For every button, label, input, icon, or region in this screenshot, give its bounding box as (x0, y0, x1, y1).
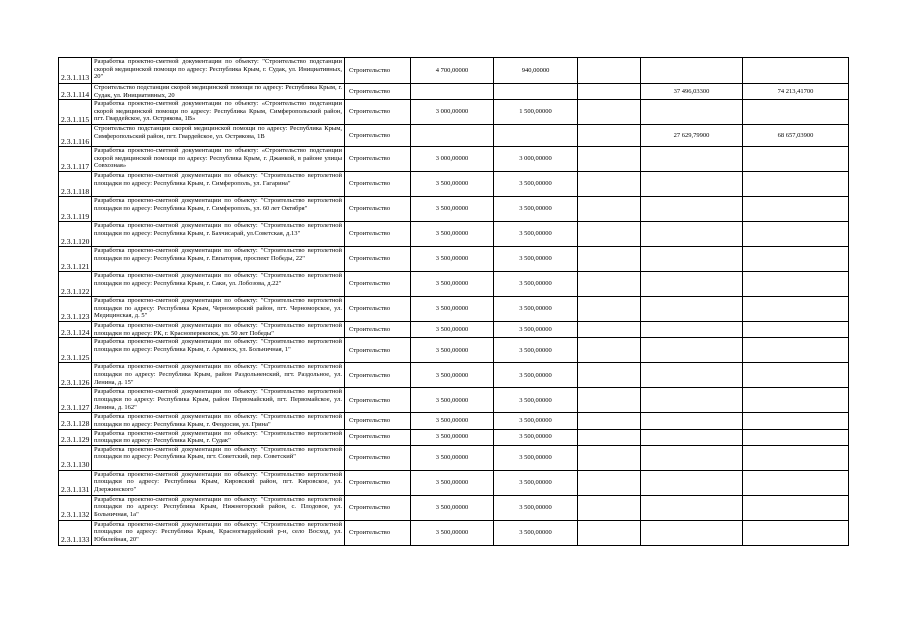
row-work-type: Строительство (345, 100, 411, 125)
row-value-2: 3 500,00000 (494, 388, 578, 413)
row-value-4 (641, 495, 743, 520)
row-value-3 (578, 445, 641, 470)
row-number: 2.3.1.124 (59, 322, 92, 338)
row-value-5 (743, 413, 849, 429)
row-value-4 (641, 247, 743, 272)
row-work-type: Строительство (345, 429, 411, 445)
table-row (59, 222, 849, 247)
row-number: 2.3.1.113 (59, 58, 92, 84)
row-value-4 (641, 363, 743, 388)
row-work-type: Строительство (345, 338, 411, 363)
row-description: Строительство подстанции скорой медицинской помощи по адресу: Республика Крым, г. Судак, ул. Инициативных, 20 (92, 84, 345, 100)
row-description: Разработка проектно-сметной документации по объекту: "Строительство вертолетной площадки по адресу: Республика Крым, Черноморский район, пгт. Черноморское, ул. Медицинская, д. 5" (92, 297, 345, 322)
table-row (59, 172, 849, 197)
row-description: Разработка проектно-сметной документации по объекту: "Строительство вертолетной площадки по адресу: Республика Крым, Красногвардейский р-н, село Восход, ул. Юбилейная, 20" (92, 520, 345, 545)
row-value-4 (641, 222, 743, 247)
row-number: 2.3.1.131 (59, 470, 92, 495)
row-number: 2.3.1.115 (59, 100, 92, 125)
row-value-4 (641, 520, 743, 545)
table-row (59, 495, 849, 520)
row-work-type: Строительство (345, 413, 411, 429)
row-number: 2.3.1.126 (59, 363, 92, 388)
row-description: Разработка проектно-сметной документации по объекту: "Строительство вертолетной площадки по адресу: Республика Крым, г. Армянск, ул. Больничная, 1" (92, 338, 345, 363)
row-work-type: Строительство (345, 297, 411, 322)
row-value-4 (641, 197, 743, 222)
row-value-5 (743, 100, 849, 125)
row-value-3 (578, 470, 641, 495)
table-row (59, 272, 849, 297)
table-row (59, 147, 849, 172)
row-value-2: 3 000,00000 (494, 147, 578, 172)
table-row (59, 470, 849, 495)
table-row (59, 322, 849, 338)
row-value-3 (578, 197, 641, 222)
row-value-4 (641, 58, 743, 84)
table-row (59, 297, 849, 322)
row-value-3 (578, 297, 641, 322)
row-value-2: 3 500,00000 (494, 247, 578, 272)
row-number: 2.3.1.117 (59, 147, 92, 172)
row-value-3 (578, 100, 641, 125)
row-value-4 (641, 470, 743, 495)
row-value-1: 3 500,00000 (411, 429, 494, 445)
row-work-type: Строительство (345, 363, 411, 388)
row-value-2 (494, 84, 578, 100)
row-value-2: 3 500,00000 (494, 495, 578, 520)
row-value-5 (743, 520, 849, 545)
row-value-4 (641, 429, 743, 445)
row-description: Разработка проектно-сметной документации по объекту: "Строительство вертолетной площадки по адресу: Республика Крым, г. Симферополь, ул. Гагарина" (92, 172, 345, 197)
row-value-1 (411, 125, 494, 147)
row-value-4 (641, 388, 743, 413)
row-work-type: Строительство (345, 322, 411, 338)
row-value-3 (578, 247, 641, 272)
row-description: Разработка проектно-сметной документации по объекту: «Строительство подстанции скорой медицинской помощи по адресу: Республика Крым, Симферопольский район, пгт. Гвардейское, ул. Острякова, 1В» (92, 100, 345, 125)
table-row (59, 84, 849, 100)
row-value-2: 3 500,00000 (494, 322, 578, 338)
row-value-1: 3 500,00000 (411, 413, 494, 429)
row-description: Разработка проектно-сметной документации по объекту: "Строительство вертолетной площадки по адресу: Республика Крым, г. Евпатория, проспект Победы, 22" (92, 247, 345, 272)
row-number: 2.3.1.132 (59, 495, 92, 520)
row-value-4 (641, 338, 743, 363)
row-value-2: 3 500,00000 (494, 272, 578, 297)
row-value-5 (743, 470, 849, 495)
row-value-2 (494, 125, 578, 147)
row-value-5 (743, 338, 849, 363)
row-description: Разработка проектно-сметной документации по объекту: "Строительство вертолетной площадки по адресу: Республика Крым, г. Судак" (92, 429, 345, 445)
row-value-2: 3 500,00000 (494, 445, 578, 470)
row-number: 2.3.1.123 (59, 297, 92, 322)
row-number: 2.3.1.133 (59, 520, 92, 545)
row-value-2: 3 500,00000 (494, 470, 578, 495)
row-number: 2.3.1.127 (59, 388, 92, 413)
table-row (59, 413, 849, 429)
row-work-type: Строительство (345, 388, 411, 413)
row-value-1: 3 500,00000 (411, 297, 494, 322)
row-value-5: 68 657,03900 (743, 125, 849, 147)
row-value-1: 3 000,00000 (411, 100, 494, 125)
row-value-5 (743, 222, 849, 247)
row-value-4 (641, 272, 743, 297)
row-work-type: Строительство (345, 125, 411, 147)
row-work-type: Строительство (345, 84, 411, 100)
row-value-1: 3 500,00000 (411, 272, 494, 297)
row-value-1: 3 500,00000 (411, 222, 494, 247)
row-description: Разработка проектно-сметной документации по объекту: "Строительство вертолетной площадки по адресу: Республика Крым, район Первомайский, пгт. Первомайское, ул. Ленина, д. 162" (92, 388, 345, 413)
row-value-3 (578, 388, 641, 413)
row-value-5: 74 213,41700 (743, 84, 849, 100)
row-description: Разработка проектно-сметной документации по объекту: "Строительство вертолетной площадки по адресу: Республика Крым, г. Симферополь, ул. 60 лет Октября" (92, 197, 345, 222)
table-row (59, 100, 849, 125)
row-description: Разработка проектно-сметной документации по объекту: «Строительство подстанции скорой медицинской помощи по адресу: Республика Крым, г. Джанкой, в районе улицы Совхозная» (92, 147, 345, 172)
row-value-4 (641, 445, 743, 470)
row-work-type: Строительство (345, 272, 411, 297)
row-value-1: 3 500,00000 (411, 172, 494, 197)
row-value-1: 3 500,00000 (411, 470, 494, 495)
row-work-type: Строительство (345, 445, 411, 470)
row-number: 2.3.1.121 (59, 247, 92, 272)
row-value-5 (743, 272, 849, 297)
row-value-2: 940,00000 (494, 58, 578, 84)
row-value-3 (578, 363, 641, 388)
row-number: 2.3.1.120 (59, 222, 92, 247)
row-description: Разработка проектно-сметной документации по объекту: "Строительство вертолетной площадки по адресу: Республика Крым, пгт. Советский, пер. Советский" (92, 445, 345, 470)
row-number: 2.3.1.125 (59, 338, 92, 363)
row-value-5 (743, 445, 849, 470)
row-value-5 (743, 247, 849, 272)
row-value-3 (578, 125, 641, 147)
table-row (59, 363, 849, 388)
row-value-5 (743, 197, 849, 222)
row-value-5 (743, 322, 849, 338)
row-value-5 (743, 297, 849, 322)
row-value-4: 27 629,79900 (641, 125, 743, 147)
row-work-type: Строительство (345, 147, 411, 172)
budget-table (58, 57, 849, 546)
row-value-4 (641, 413, 743, 429)
row-value-3 (578, 172, 641, 197)
row-value-2: 1 500,00000 (494, 100, 578, 125)
row-value-3 (578, 147, 641, 172)
table-row (59, 388, 849, 413)
row-value-2: 3 500,00000 (494, 197, 578, 222)
table-row (59, 247, 849, 272)
row-value-5 (743, 388, 849, 413)
row-value-2: 3 500,00000 (494, 297, 578, 322)
row-number: 2.3.1.130 (59, 445, 92, 470)
row-value-5 (743, 363, 849, 388)
row-value-4: 37 496,03300 (641, 84, 743, 100)
row-value-4 (641, 147, 743, 172)
row-value-3 (578, 322, 641, 338)
row-value-5 (743, 429, 849, 445)
row-value-2: 3 500,00000 (494, 413, 578, 429)
row-value-3 (578, 58, 641, 84)
row-value-5 (743, 58, 849, 84)
table-row (59, 445, 849, 470)
row-value-5 (743, 495, 849, 520)
row-number: 2.3.1.118 (59, 172, 92, 197)
row-number: 2.3.1.119 (59, 197, 92, 222)
row-value-2: 3 500,00000 (494, 222, 578, 247)
row-description: Разработка проектно-сметной документации по объекту: "Строительство вертолетной площадки по адресу: Республика Крым, г. Саки, ул. Лобозова, д.22" (92, 272, 345, 297)
row-work-type: Строительство (345, 222, 411, 247)
row-value-1: 3 500,00000 (411, 247, 494, 272)
row-value-3 (578, 520, 641, 545)
row-value-2: 3 500,00000 (494, 429, 578, 445)
row-description: Разработка проектно-сметной документации по объекту: "Строительство вертолетной площадки по адресу: Республика Крым, г. Бахчисарай, ул.Советская, д.13" (92, 222, 345, 247)
row-description: Разработка проектно-сметной документации по объекту: "Строительство вертолетной площадки по адресу: Республика Крым, район Раздольненский, пгт. Раздольное, ул. Ленина, д. 15" (92, 363, 345, 388)
table-row (59, 197, 849, 222)
row-value-5 (743, 147, 849, 172)
row-value-1: 3 500,00000 (411, 520, 494, 545)
row-description: Разработка проектно-сметной документации по объекту: "Строительство вертолетной площадки по адресу: Республика Крым, Нижнегорский район, с. Плодовое, ул. Больничная, 1а" (92, 495, 345, 520)
row-value-3 (578, 84, 641, 100)
row-number: 2.3.1.129 (59, 429, 92, 445)
row-work-type: Строительство (345, 520, 411, 545)
row-value-1: 3 500,00000 (411, 445, 494, 470)
row-value-3 (578, 272, 641, 297)
row-value-1: 3 500,00000 (411, 388, 494, 413)
row-work-type: Строительство (345, 470, 411, 495)
row-value-5 (743, 172, 849, 197)
row-value-1: 4 700,00000 (411, 58, 494, 84)
row-value-2: 3 500,00000 (494, 520, 578, 545)
row-number: 2.3.1.114 (59, 84, 92, 100)
row-value-1: 3 500,00000 (411, 322, 494, 338)
row-value-2: 3 500,00000 (494, 338, 578, 363)
row-description: Строительство подстанции скорой медицинской помощи по адресу: Республика Крым, Симферопольский район, пгт. Гвардейское, ул. Острякова, 1В (92, 125, 345, 147)
row-value-4 (641, 172, 743, 197)
row-description: Разработка проектно-сметной документации по объекту: "Строительство вертолетной площадки по адресу: Республика Крым, Кировский район, пгт. Кировское, ул. Дзержинского" (92, 470, 345, 495)
row-number: 2.3.1.122 (59, 272, 92, 297)
row-value-1: 3 000,00000 (411, 147, 494, 172)
table-row (59, 520, 849, 545)
row-value-1: 3 500,00000 (411, 495, 494, 520)
row-work-type: Строительство (345, 197, 411, 222)
row-value-3 (578, 413, 641, 429)
table-row (59, 338, 849, 363)
row-value-1: 3 500,00000 (411, 338, 494, 363)
row-value-3 (578, 495, 641, 520)
row-value-3 (578, 222, 641, 247)
row-value-1: 3 500,00000 (411, 197, 494, 222)
row-work-type: Строительство (345, 247, 411, 272)
row-description: Разработка проектно-сметной документации по объекту: "Строительство вертолетной площадки по адресу: Республика Крым, г. Феодосия, ул. Грина" (92, 413, 345, 429)
table-row (59, 429, 849, 445)
row-description: Разработка проектно-сметной документации по объекту: "Строительство вертолетной площадки по адресу: РК, г. Красноперекопск, ул. 50 лет Победы" (92, 322, 345, 338)
table-row (59, 125, 849, 147)
row-work-type: Строительство (345, 495, 411, 520)
row-work-type: Строительство (345, 172, 411, 197)
table-row (59, 58, 849, 84)
row-value-2: 3 500,00000 (494, 363, 578, 388)
row-value-4 (641, 100, 743, 125)
row-value-3 (578, 429, 641, 445)
row-work-type: Строительство (345, 58, 411, 84)
row-value-3 (578, 338, 641, 363)
row-number: 2.3.1.128 (59, 413, 92, 429)
row-value-1: 3 500,00000 (411, 363, 494, 388)
row-number: 2.3.1.116 (59, 125, 92, 147)
row-value-4 (641, 322, 743, 338)
row-value-2: 3 500,00000 (494, 172, 578, 197)
row-description: Разработка проектно-сметной документации по объекту: "Строительство подстанции скорой медицинской помощи по адресу: Республика Крым, г. Судак, ул. Инициативных, 20" (92, 58, 345, 84)
row-value-4 (641, 297, 743, 322)
row-value-1 (411, 84, 494, 100)
